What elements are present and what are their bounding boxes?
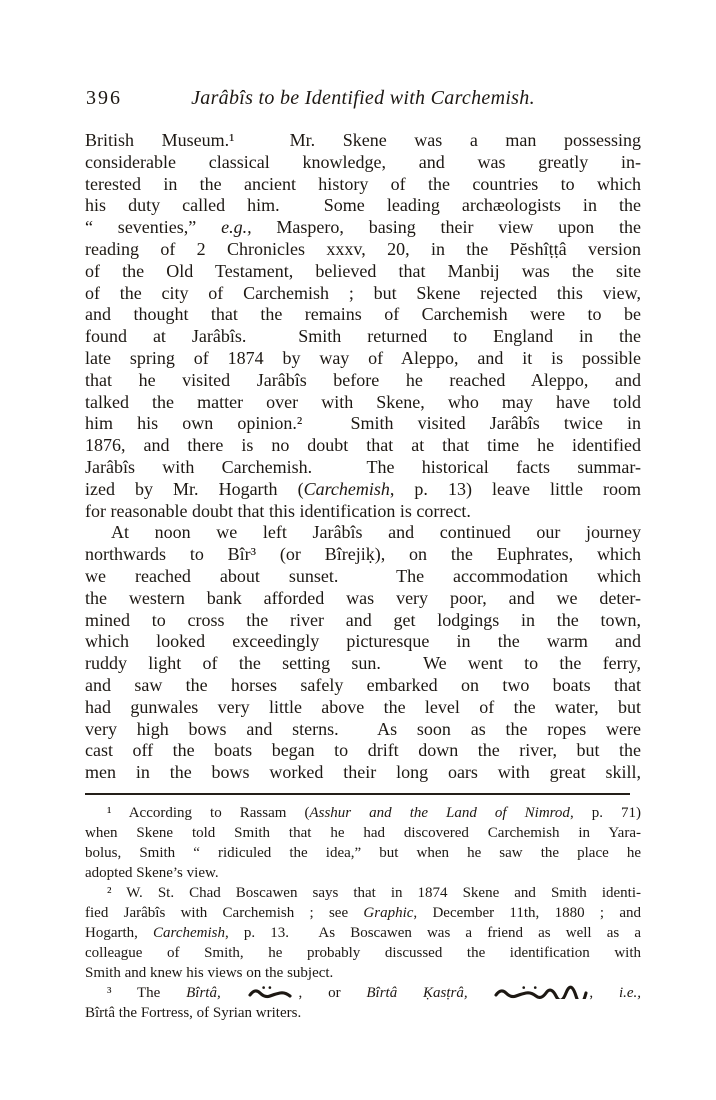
text-line xyxy=(85,195,641,217)
text-line xyxy=(85,1003,641,1023)
text-line xyxy=(85,392,641,414)
text-line xyxy=(85,174,641,196)
text-segment: that he visited Jarâbîs before he reached Aleppo, and xyxy=(85,369,641,390)
footnote-3 xyxy=(85,983,641,1023)
text-segment: ³ The xyxy=(107,984,187,1001)
text-line xyxy=(85,261,641,283)
italic-text-segment: Carchemish xyxy=(153,924,225,941)
text-segment: Maspero, basing their view upon the xyxy=(251,217,641,238)
text-segment: ized by Mr. Hogarth ( xyxy=(85,478,304,499)
text-segment: had gunwales very little above the level of the water, but xyxy=(85,696,641,717)
text-segment: “ seventies,” xyxy=(85,217,222,238)
text-line xyxy=(85,522,641,544)
text-line xyxy=(85,326,641,348)
text-segment: At noon we left Jarâbîs and continued our journey xyxy=(111,522,641,543)
italic-text-segment: Graphic xyxy=(363,904,414,921)
text-segment: , December 11th, 1880 ; and xyxy=(413,904,641,921)
text-segment xyxy=(221,985,247,1001)
text-line xyxy=(85,283,641,305)
text-segment: bolus, Smith “ ridiculed the idea,” but when he saw the place he xyxy=(85,844,641,861)
text-segment: reading of 2 Chronicles xxxv, 20, in the Pĕshîṭṭâ version xyxy=(85,238,641,259)
text-segment: cast off the boats began to drift down the river, but the xyxy=(85,740,641,761)
italic-text-segment: e.g., xyxy=(221,217,252,238)
text-segment: British Museum.¹ Mr. Skene was a man possessing xyxy=(85,130,641,150)
text-segment: late spring of 1874 by way of Aleppo, and it is possible xyxy=(85,347,641,368)
text-segment: ² W. St. Chad Boscawen says that in 1874 Skene and Smith identi- xyxy=(107,884,641,901)
text-segment: mined to cross the river and get lodgings in the town, xyxy=(85,609,641,630)
page-number: 396 xyxy=(86,87,122,109)
text-line xyxy=(85,544,641,566)
text-line xyxy=(85,740,641,762)
text-line xyxy=(85,610,641,632)
text-segment: northwards to Bîr³ (or Bîrejiḳ), on the Euphrates, which xyxy=(85,544,641,565)
text-segment: colleague of Smith, he probably discussed the identification with xyxy=(85,944,641,961)
footnote-separator-rule xyxy=(85,793,630,795)
text-line xyxy=(85,803,641,823)
text-line xyxy=(85,697,641,719)
text-line xyxy=(85,675,641,697)
text-line xyxy=(85,883,641,903)
running-title: Jarâbîs to be Identified with Carchemish. xyxy=(191,87,535,109)
footnote-2 xyxy=(85,883,641,983)
italic-text-segment: Carchemish xyxy=(303,478,390,499)
body-text xyxy=(85,130,641,784)
syriac-word xyxy=(493,985,589,1001)
text-segment: terested in the ancient history of the countries to which xyxy=(85,173,641,194)
text-block xyxy=(85,87,641,1023)
text-line xyxy=(85,943,641,963)
page-header xyxy=(85,87,641,114)
text-segment: found at Jarâbîs. Smith returned to England in the xyxy=(85,326,641,347)
text-segment: we reached about sunset. The accommodation which xyxy=(85,565,641,586)
text-segment: and saw the horses safely embarked on two boats that xyxy=(85,674,641,695)
text-segment: Bîrtâ the Fortress, of Syrian writers. xyxy=(85,1004,302,1021)
text-line xyxy=(85,923,641,943)
text-segment: ruddy light of the setting sun. We went to the ferry, xyxy=(85,653,641,674)
text-line xyxy=(85,435,641,457)
footnotes-section xyxy=(85,803,641,1023)
text-line xyxy=(85,983,641,1003)
text-line xyxy=(85,631,641,653)
text-segment: fied Jarâbîs with Carchemish ; see xyxy=(85,904,364,921)
text-line xyxy=(85,653,641,675)
text-segment: of the Old Testament, believed that Manbij was the site xyxy=(85,260,641,281)
text-segment: , p. 71) xyxy=(569,804,642,821)
text-line xyxy=(85,903,641,923)
text-line xyxy=(85,217,641,239)
text-segment: , or xyxy=(298,984,367,1001)
text-segment: men in the bows worked their long oars with great skill, xyxy=(85,762,641,783)
text-line xyxy=(85,370,641,392)
text-line xyxy=(85,413,641,435)
text-line xyxy=(85,239,641,261)
text-segment: his duty called him. Some leading archæologists in the xyxy=(85,195,641,216)
text-segment: the western bank afforded was very poor, and we deter- xyxy=(85,587,641,608)
text-segment: Jarâbîs with Carchemish. The historical facts summar- xyxy=(85,456,641,477)
text-segment: , p. 13) leave little room xyxy=(389,478,641,499)
text-segment: Hogarth, xyxy=(85,924,154,941)
text-segment: which looked exceedingly picturesque in the warm and xyxy=(85,631,641,652)
text-line xyxy=(85,963,641,983)
text-segment: for reasonable doubt that this identification is correct. xyxy=(85,500,471,521)
text-segment: talked the matter over with Skene, who may have told xyxy=(85,391,641,412)
text-segment xyxy=(468,985,494,1001)
paragraph-1 xyxy=(85,130,641,522)
text-line xyxy=(85,479,641,501)
footnote-1 xyxy=(85,803,641,883)
text-segment: when Skene told Smith that he had discovered Carchemish in Yara- xyxy=(85,824,641,841)
text-line xyxy=(85,762,641,784)
text-line xyxy=(85,130,641,152)
text-segment: ¹ According to Rassam ( xyxy=(107,804,310,821)
paragraph-2 xyxy=(85,522,641,784)
text-line xyxy=(85,823,641,843)
text-line xyxy=(85,457,641,479)
text-segment: him his own opinion.² Smith visited Jarâbîs twice in xyxy=(85,413,641,434)
text-segment: , p. 13. As Boscawen was a friend as well as a xyxy=(224,924,641,941)
italic-text-segment: Asshur and the Land of Nimrod xyxy=(309,804,570,821)
text-segment: adopted Skene’s view. xyxy=(85,864,219,881)
italic-text-segment: Bîrtâ, xyxy=(186,984,221,1001)
italic-text-segment: i.e., xyxy=(618,984,642,1001)
text-line xyxy=(85,588,641,610)
text-line xyxy=(85,863,641,883)
text-segment: 1876, and there is no doubt that at that time he identified xyxy=(85,435,641,456)
text-segment: of the city of Carchemish ; but Skene rejected this view, xyxy=(85,282,641,303)
text-line xyxy=(85,304,641,326)
syriac-word xyxy=(247,985,299,1001)
text-line xyxy=(85,501,641,523)
text-line xyxy=(85,152,641,174)
text-segment: , xyxy=(589,984,619,1001)
text-line xyxy=(85,843,641,863)
text-segment: considerable classical knowledge, and was greatly in- xyxy=(85,151,641,172)
text-segment: Smith and knew his views on the subject. xyxy=(85,964,334,981)
italic-text-segment: Bîrtâ Ḳasṭrâ, xyxy=(366,984,468,1001)
text-line xyxy=(85,719,641,741)
text-segment: very high bows and sterns. As soon as the ropes were xyxy=(85,718,641,739)
text-line xyxy=(85,566,641,588)
text-line xyxy=(85,348,641,370)
text-segment: and thought that the remains of Carchemish were to be xyxy=(85,304,641,325)
